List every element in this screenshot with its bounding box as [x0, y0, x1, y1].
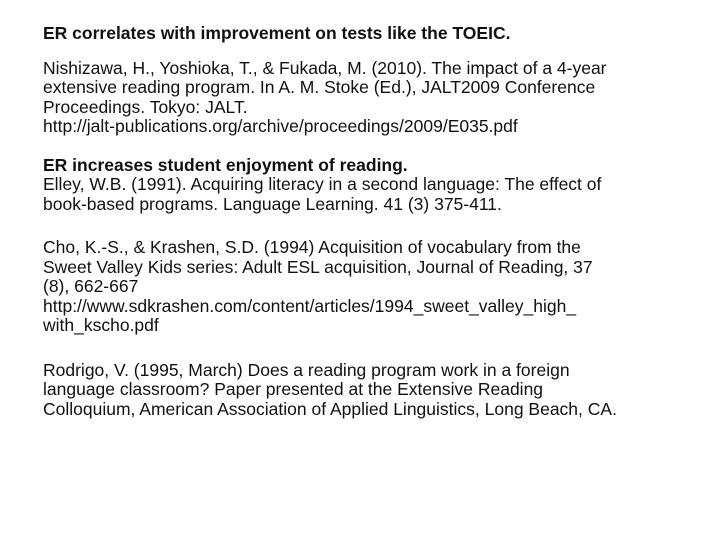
reference-line: Rodrigo, V. (1995, March) Does a reading program work in a foreign — [43, 359, 570, 380]
reference-nishizawa — [43, 59, 703, 137]
reference-line: Sweet Valley Kids series: Adult ESL acquisition, Journal of Reading, 37 — [43, 256, 593, 277]
reference-url-link[interactable]: http://www.sdkrashen.com/content/articles/1994_sweet_valley_high_ — [43, 295, 577, 316]
reference-line: extensive reading program. In A. M. Stoke (Ed.), JALT2009 Conference — [43, 77, 596, 97]
reference-line: Colloquium, American Association of Applied Linguistics, Long Beach, CA. — [43, 398, 617, 419]
reference-url-link[interactable]: http://jalt-publications.org/archive/proceedings/2009/E035.pdf — [43, 116, 518, 136]
reference-line: (8), 662-667 — [43, 276, 139, 296]
reference-line: Elley, W.B. (1991). Acquiring literacy in a second language: The effect of — [43, 174, 602, 194]
reference-rodrigo — [43, 361, 703, 420]
reference-cho-krashen — [43, 238, 703, 336]
reference-line: Proceedings. Tokyo: JALT. — [43, 96, 248, 117]
slide-content — [43, 24, 703, 419]
reference-line: Cho, K.-S., & Krashen, S.D. (1994) Acquisition of vocabulary from the — [43, 237, 581, 257]
reference-line: Nishizawa, H., Yoshioka, T., & Fukada, M. (2010). The impact of a 4-year — [43, 57, 607, 78]
reference-line: book-based programs. Language Learning. 41 (3) 375-411. — [43, 193, 502, 214]
section-heading-toeic: ER correlates with improvement on tests like the TOEIC. — [43, 23, 511, 43]
section-heading-enjoyment: ER increases student enjoyment of reading. — [43, 154, 408, 175]
reference-line: language classroom? Paper presented at the Extensive Reading — [43, 379, 544, 399]
reference-url-link[interactable]: with_kscho.pdf — [43, 315, 159, 335]
reference-elley — [43, 175, 703, 214]
